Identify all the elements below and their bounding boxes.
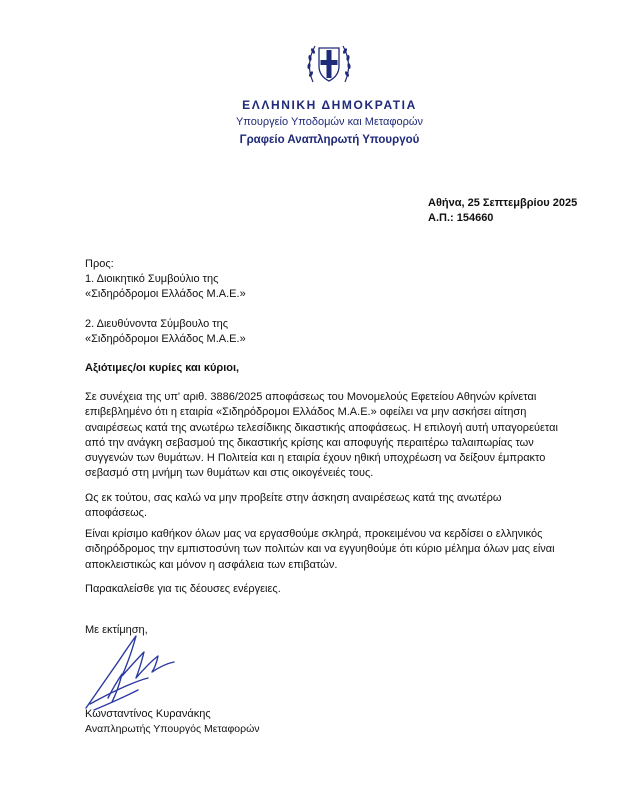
header-office: Γραφείο Αναπληρωτή Υπουργού: [239, 134, 420, 146]
paragraph-1: Σε συνέχεια της υπ' αριθ. 3886/2025 αποφάσεως του Μονομελούς Εφετείου Αθηνών κρίνεται επιβεβλημένο ότι η εταιρία «Σιδηρόδρομοι Ελλάδος Μ.Α.Ε.» οφείλει να μην ασκήσει αίτηση αναιρέσεως κατά της ανωτέρω τελεσίδικης δικαστικής αποφάσεως. Η επιλογή αυτή υπαγορεύεται από την ανάγκη σεβασμού της δικαστικής κρίσης και αποφυγής περαιτέρω ταλαιπωρίας των συγγενών των θυμάτων. Η Πολιτεία και η εταιρία έχουν ηθική υποχρέωση να δείξουν έμπρακτο σεβασμό στη μνήμη των θυμάτων και στις οικογένειές τους.: [85, 391, 558, 480]
paragraph-4: Παρακαλείσθε για τις δέουσες ενέργειες.: [85, 583, 281, 595]
paragraph-3: Είναι κρίσιμο καθήκον όλων μας να εργασθούμε σκληρά, προκειμένου να κερδίσει ο ελληνικός σιδηρόδρομος την εμπιστοσύνη των πολιτών και να εγγυηθούμε ότι κύριο μέλημα όλων μας είναι αποκλειστικώς και μόνον η ασφάλεια των επιβατών.: [85, 528, 555, 571]
recipient-1-line-1: 1. Διοικητικό Συμβούλιο της: [85, 273, 219, 285]
recipient-2-line-1: 2. Διευθύνοντα Σύμβουλο της: [85, 318, 229, 330]
recipient-2-line-2: «Σιδηρόδρομοι Ελλάδος Μ.Α.Ε.»: [85, 333, 246, 345]
paragraph-2: Ως εκ τούτου, σας καλώ να μην προβείτε στην άσκηση αναιρέσεως κατά της ανωτέρω αποφάσεως.: [85, 492, 502, 520]
handwritten-signature: [78, 628, 188, 714]
salutation: Αξιότιμες/οι κυρίες και κύριοι,: [85, 362, 240, 374]
protocol-number: Α.Π.: 154660: [428, 212, 494, 224]
recipients-label: Προς:: [85, 258, 114, 270]
header-title: ΕΛΛΗΝΙΚΗ ΔΗΜΟΚΡΑΤΙΑ: [242, 98, 417, 112]
header-ministry: Υπουργείο Υποδομών και Μεταφορών: [235, 116, 424, 128]
closing-regards: Με εκτίμηση,: [85, 624, 148, 636]
document-date: Αθήνα, 25 Σεπτεμβρίου 2025: [428, 197, 578, 209]
signer-role: Αναπληρωτής Υπουργός Μεταφορών: [85, 723, 260, 735]
signer-name: Κωνσταντίνος Κυρανάκης: [85, 708, 211, 720]
greek-coat-of-arms-icon: [303, 38, 355, 90]
date-block: [428, 196, 577, 226]
recipients: [85, 257, 246, 347]
recipient-1-line-2: «Σιδηρόδρομοι Ελλάδος Μ.Α.Ε.»: [85, 288, 246, 300]
